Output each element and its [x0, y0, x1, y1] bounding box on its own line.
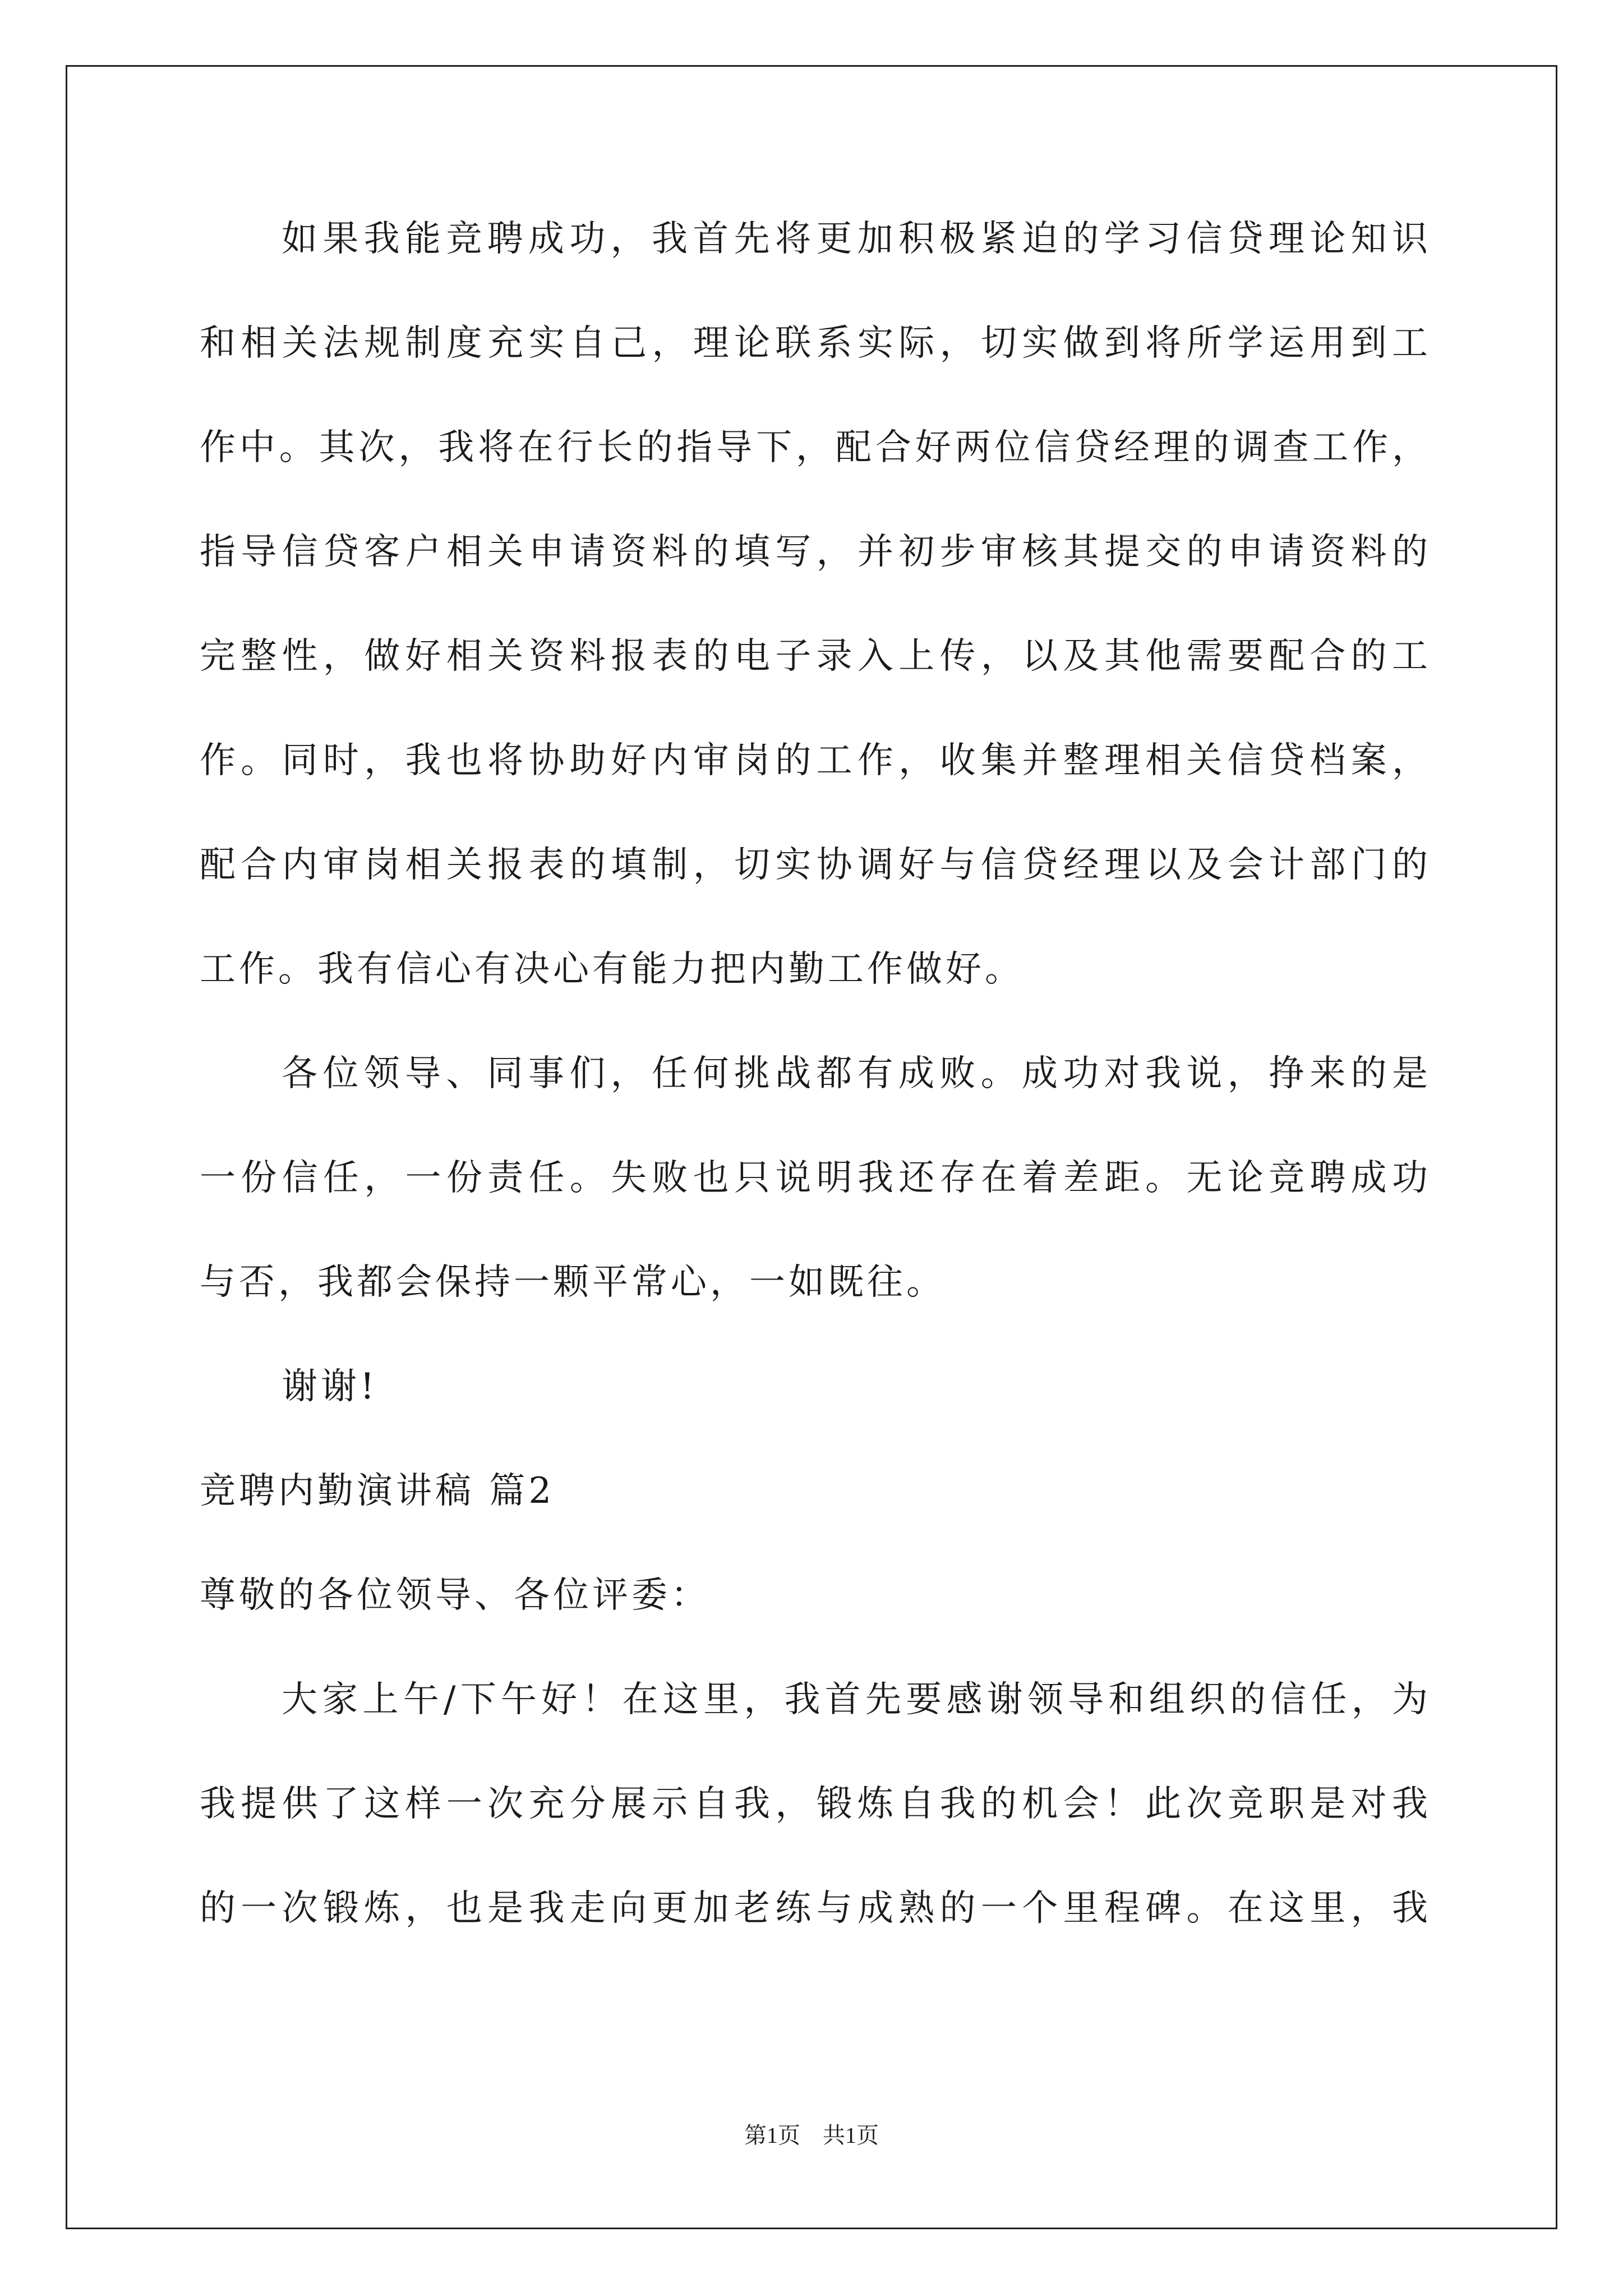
text-line: 的一次锻炼，也是我走向更加老练与成熟的一个里程碑。在这里，我 — [200, 1888, 1428, 1929]
page-footer: 第1页 共1页 — [744, 2123, 879, 2148]
text-line: 指导信贷客户相关申请资料的填写，并初步审核其提交的申请资料的 — [200, 531, 1428, 573]
section-heading: 竞聘内勤演讲稿 篇2 — [200, 1470, 555, 1512]
text-line: 我提供了这样一次充分展示自我，锻炼自我的机会！此次竞职是对我 — [200, 1783, 1428, 1825]
text-line: 大家上午/下午好！在这里，我首先要感谢领导和组织的信任，为 — [282, 1679, 1428, 1720]
text-line: 一份信任，一份责任。失败也只说明我还存在着差距。无论竞聘成功 — [200, 1157, 1428, 1199]
text-line: 配合内审岗相关报表的填制，切实协调好与信贷经理以及会计部门的 — [200, 844, 1428, 886]
text-line: 完整性，做好相关资料报表的电子录入上传，以及其他需要配合的工 — [200, 636, 1428, 677]
text-line: 作中。其次，我将在行长的指导下，配合好两位信贷经理的调查工作， — [200, 427, 1428, 468]
salutation: 尊敬的各位领导、各位评委： — [200, 1575, 710, 1616]
text-line: 和相关法规制度充实自己，理论联系实际，切实做到将所学运用到工 — [200, 323, 1428, 364]
text-line: 谢谢! — [282, 1366, 378, 1407]
text-line: 作。同时，我也将协助好内审岗的工作，收集并整理相关信贷档案， — [200, 740, 1428, 781]
text-line: 如果我能竞聘成功，我首先将更加积极紧迫的学习信贷理论知识 — [282, 218, 1428, 260]
text-line: 工作。我有信心有决心有能力把内勤工作做好。 — [200, 949, 1024, 990]
text-line: 与否，我都会保持一颗平常心，一如既往。 — [200, 1262, 946, 1303]
text-line: 各位领导、同事们，任何挑战都有成败。成功对我说，挣来的是 — [282, 1053, 1428, 1094]
